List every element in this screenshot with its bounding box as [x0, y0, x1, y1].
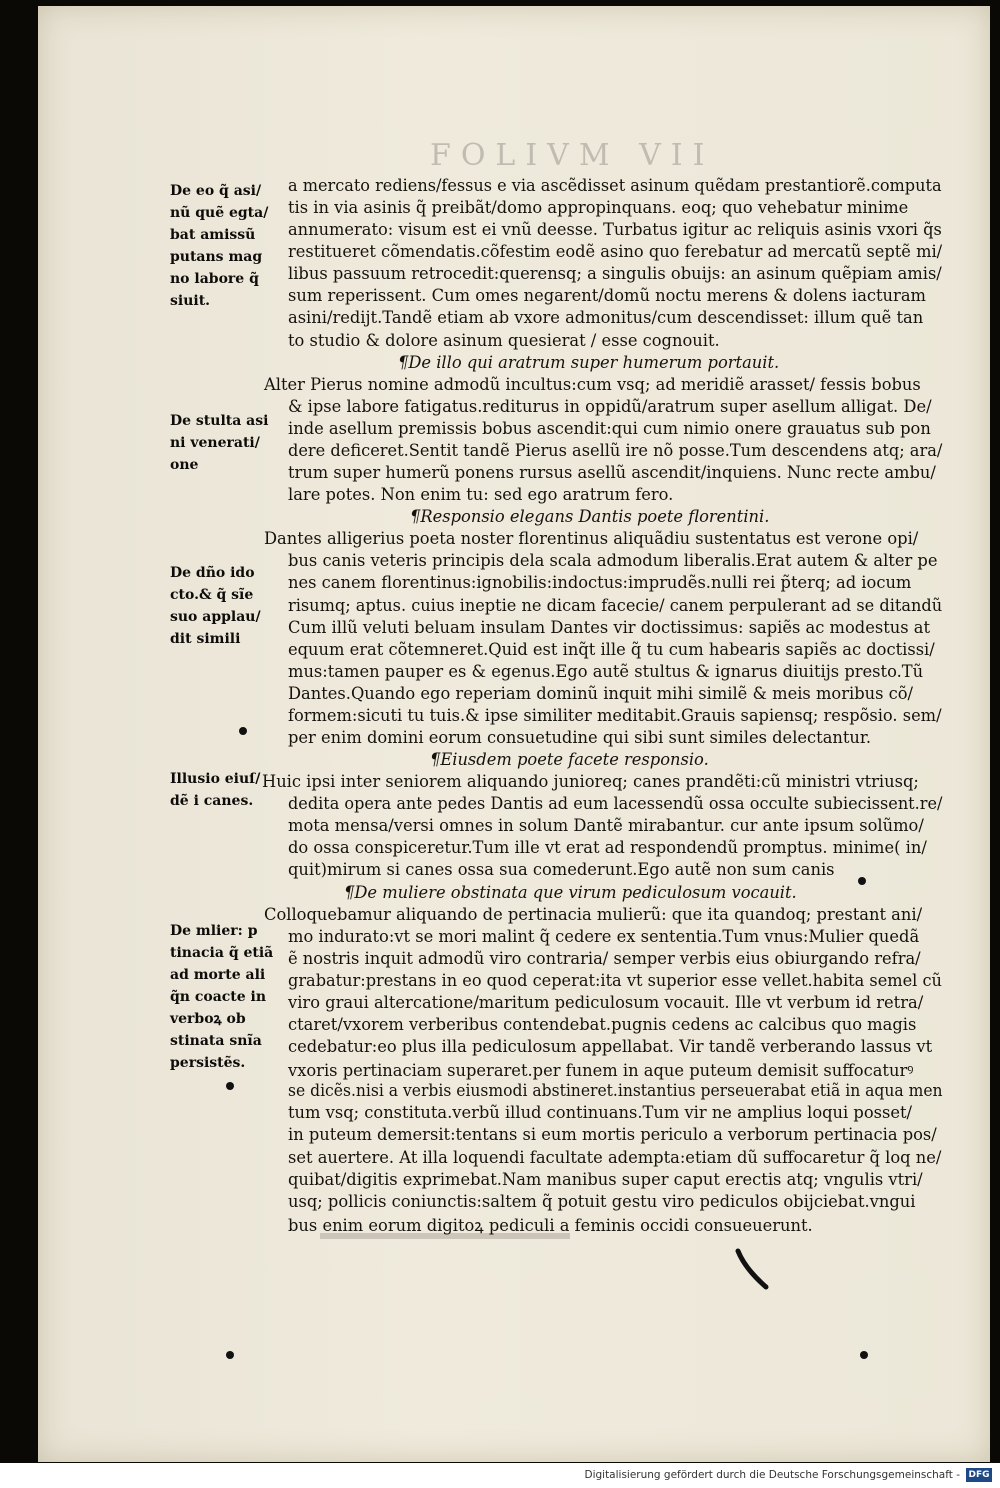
text-line: asini/redijt.Tandẽ etiam ab vxore admonitus/cum descendisset: illum quẽ tan	[288, 308, 924, 328]
gloss-line: one	[170, 457, 199, 473]
ink-dot	[860, 1351, 868, 1359]
text-line: libus passuum retrocedit:querensq; a singulis obuijs: an asinum quẽpiam amis/	[288, 264, 942, 284]
text-line: nes canem florentinus:ignobilis:indoctus:imprudẽs.nulli rei p̃terq; ad iocum	[288, 573, 912, 593]
footer-bar	[0, 1463, 1000, 1488]
text-line: risumq; aptus. cuius ineptie ne dicam facecie/ canem perpulerant ad se ditandũ	[288, 595, 943, 615]
gloss-line: ni venerati/	[170, 435, 260, 451]
text-line: ẽ nostris inquit admodũ viro contraria/ semper verbis eius obiurgando refra/	[288, 948, 921, 968]
ink-stroke-mark	[732, 1247, 772, 1291]
gloss-line: nũ quẽ egta/	[170, 205, 269, 221]
text-line: ctaret/vxorem verberibus contendebat.pugnis cedens ac calcibus quo magis	[288, 1015, 917, 1035]
text-line: formem:sicuti tu tuis.& ipse similiter meditabit.Grauis sapiensq; respõsio. sem/	[288, 705, 942, 725]
text-line: set auertere. At illa loquendi facultate adempta:etiam dũ suffocaretur q̃ loq ne/	[288, 1147, 942, 1167]
marginal-gloss	[170, 920, 274, 1074]
gloss-line: siuit.	[170, 293, 211, 309]
gloss-line: Illusio eiuſ/	[170, 771, 261, 787]
ink-dot	[226, 1082, 234, 1090]
text-line: & ipse labore fatigatus.rediturus in oppidũ/aratrum super asellum alligat. De/	[288, 396, 932, 416]
text-line: bus canis veteris principis dela scala admodum liberalis.Erat autem & alter pe	[288, 551, 938, 571]
gloss-line: no labore q̃	[170, 271, 259, 287]
text-line: dedita opera ante pedes Dantis ad eum lacessendũ ossa occulte subiecissent.re/	[288, 794, 943, 814]
gloss-line: stinata snĩa	[170, 1033, 262, 1049]
text-line: annumerato: visum est ei vnũ deesse. Turbatus igitur ac reliquis asinis vxori q̃s	[288, 220, 942, 240]
gloss-line: suo applau/	[170, 609, 261, 625]
text-line: lare potes. Non enim tu: sed ego aratrum fero.	[288, 485, 674, 505]
ink-dot	[226, 1351, 234, 1359]
text-line: Cum illũ veluti beluam insulam Dantes vir doctissimus: sapiẽs ac modestus at	[288, 617, 931, 637]
text-line: quibat/digitis exprimebat.Nam manibus super caput erectis atq; vngulis vtri/	[288, 1169, 923, 1189]
text-line: inde asellum premissis bobus ascendit:qui cum nimio onere grauatus sub pon	[288, 418, 931, 438]
marginal-gloss	[170, 562, 265, 650]
dfg-logo: DFG	[966, 1468, 992, 1482]
text-line: mota mensa/versi omnes in solum Dantẽ mirabantur. cur ante ipsum solũmo/	[288, 816, 924, 836]
section-heading: ¶De illo qui aratrum super humerum portauit.	[398, 352, 780, 372]
marginal-gloss	[170, 768, 265, 812]
text-line: sum reperissent. Cum omes negarent/domũ noctu merens & dolens iacturam	[288, 286, 926, 306]
text-line: vxoris pertinaciam superaret.per funem in aque puteum demisit suffocaturꝰ	[288, 1061, 914, 1081]
text-line: mo indurato:vt se mori malint q̃ cedere ex sententia.Tum vnus:Mulier quedã	[288, 926, 920, 946]
text-line: to studio & dolore asinum quesierat / esse cognouit.	[288, 330, 720, 350]
text-line: bus enim eorum digitoꝝ pediculi a feminis occidi consueuerunt.	[288, 1215, 813, 1235]
ink-dot	[239, 727, 247, 735]
gloss-line: ad morte ali	[170, 967, 266, 983]
section-heading: ¶De muliere obstinata que virum pediculosum vocauit.	[344, 882, 797, 902]
text-line: usq; pollicis coniunctis:saltem q̃ potuit gestu viro pediculos obijciebat.vngui	[288, 1191, 916, 1211]
text-line: tis in via asinis q̃ preibãt/domo appropinquans. eoq; quo vehebatur minime	[288, 198, 909, 218]
text-line: quit)mirum si canes ossa sua comederunt.Ego autẽ non sum canis	[288, 860, 835, 880]
gloss-line: De mlier: p	[170, 923, 258, 939]
gloss-line: bat amissũ	[170, 227, 256, 243]
text-line: mus:tamen pauper es & egenus.Ego autẽ stultus & ignarus diuitijs presto.Tũ	[288, 661, 924, 681]
gloss-line: putans mag	[170, 249, 263, 265]
text-line: a mercato rediens/fessus e via ascẽdisset asinum quẽdam prestantiorẽ.computa	[288, 176, 942, 195]
text-line: Alter Pierus nomine admodũ incultus:cum vsq; ad meridiẽ arasset/ fessis bobus	[264, 374, 921, 394]
section-heading: ¶Eiusdem poete facete responsio.	[430, 750, 709, 770]
text-line: restitueret cõmendatis.cõfestim eodẽ asino quo ferebatur ad mercatũ septẽ mi/	[288, 242, 943, 262]
funding-note: Digitalisierung gefördert durch die Deutsche Forschungsgemeinschaft -	[584, 1469, 960, 1481]
gloss-line: tinacia q̃ etiã	[170, 945, 274, 961]
text-line: Dantes.Quando ego reperiam dominũ inquit mihi similẽ & meis moribus cõ/	[288, 683, 914, 703]
running-head-bleedthrough: FOLIVM VII	[430, 138, 715, 173]
text-line: in puteum demersit:tentans si eum mortis periculo a verborum pertinacia pos/	[288, 1125, 937, 1145]
gloss-line: De eo q̃ asi/	[170, 183, 262, 199]
gloss-line: verboꝝ ob	[170, 1011, 246, 1027]
text-line: Colloquebamur aliquando de pertinacia mulierũ: que ita quandoq; prestant ani/	[264, 904, 923, 924]
marginal-gloss	[170, 410, 269, 476]
text-line: equum erat cõtemneret.Quid est inq̃t ille q̃ tu cum habearis sapiẽs ac doctissi/	[288, 639, 935, 659]
text-line: do ossa conspiceretur.Tum ille vt erat ad respondendũ promptus. minime( in/	[288, 838, 927, 858]
gloss-line: De dño ido	[170, 565, 255, 581]
text-line: Huic ipsi inter seniorem aliquando junioreq; canes prandẽti:cũ ministri vtriusq;	[262, 772, 919, 792]
text-line: se dicẽs.nisi a verbis eiusmodi abstineret.instantius perseuerabat etiã in aqua men	[288, 1081, 943, 1101]
text-line: dere deficeret.Sentit tandẽ Pierus asellũ ire nõ posse.Tum descendens atq; ara/	[288, 440, 943, 460]
gloss-line: De stulta asi	[170, 413, 269, 429]
section-heading: ¶Responsio elegans Dantis poete florentini.	[410, 507, 770, 527]
text-line: cedebatur:eo plus illa pediculosum appellabat. Vir tandẽ verberando lassus vt	[288, 1037, 933, 1057]
gloss-line: dit simili	[170, 631, 241, 647]
text-line: grabatur:prestans in eo quod ceperat:ita vt superior esse vellet.habita semel cũ	[288, 970, 942, 990]
gloss-line: cto.& q̃ sĩe	[170, 587, 254, 603]
gloss-line: q̃n coacte in	[170, 989, 267, 1005]
text-line: tum vsq; constituta.verbũ illud continuans.Tum vir ne amplius loqui posset/	[288, 1103, 913, 1123]
text-line: viro graui altercatione/maritum pediculosum vocauit. Ille vt verbum id retra/	[288, 992, 924, 1012]
gloss-line: dẽ i canes.	[170, 793, 254, 809]
marginal-gloss	[170, 180, 269, 312]
text-line: Dantes alligerius poeta noster florentinus aliquãdiu sustentatus est verone opi/	[264, 529, 919, 549]
gloss-line: persistẽs.	[170, 1055, 246, 1071]
ink-dot	[858, 877, 866, 885]
text-line: trum super humerũ ponens rursus asellũ ascendit/inquiens. Nunc recte ambu/	[288, 463, 936, 483]
text-line: per enim domini eorum consuetudine qui sibi sunt similes delectantur.	[288, 728, 872, 747]
